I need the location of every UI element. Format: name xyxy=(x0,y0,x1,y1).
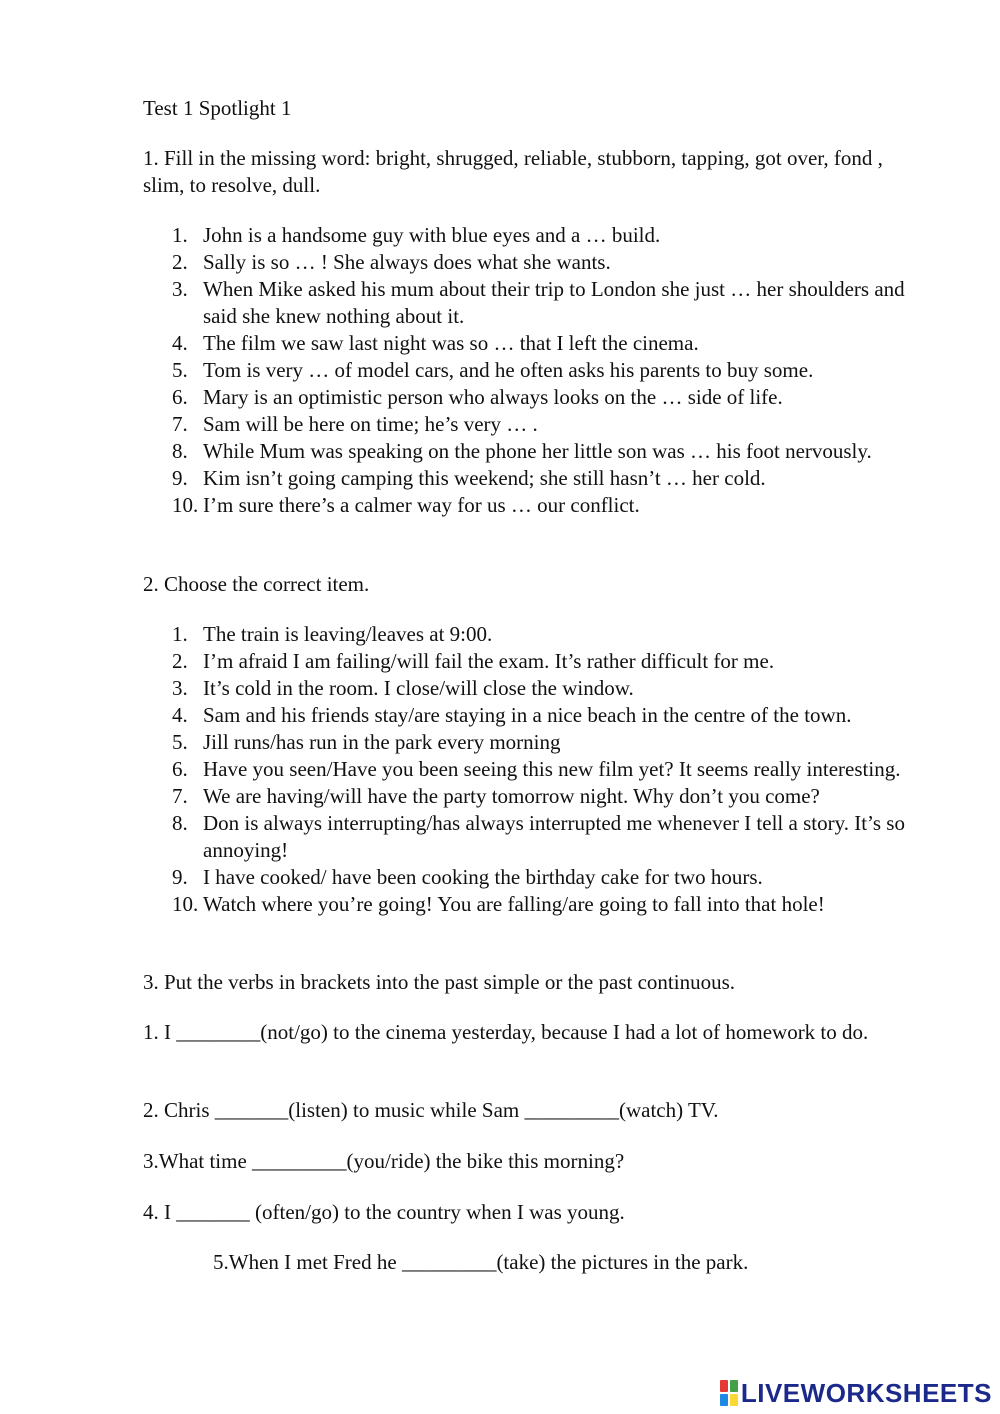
list-item: 6. Have you seen/Have you been seeing this new film yet? It seems really interesting. xyxy=(172,757,901,781)
logo-block xyxy=(730,1380,738,1392)
section-3-heading: 3. Put the verbs in brackets into the past simple or the past continuous. xyxy=(143,970,735,994)
logo-block xyxy=(720,1380,728,1392)
list-item: 8. While Mum was speaking on the phone her little son was … his foot nervously. xyxy=(172,439,872,463)
list-item: 9. Kim isn’t going camping this weekend; she still hasn’t … her cold. xyxy=(172,466,766,490)
logo-block xyxy=(720,1394,728,1406)
logo-block xyxy=(730,1394,738,1406)
section-1-list xyxy=(172,222,942,519)
list-item: 5. Tom is very … of model cars, and he often asks his parents to buy some. xyxy=(172,358,814,382)
list-item: 3. When Mike asked his mum about their trip to London she just … her shoulders and said she knew nothing about it. xyxy=(172,277,905,328)
liveworksheets-logo-icon xyxy=(720,1380,738,1406)
list-item: 2. I’m afraid I am failing/will fail the exam. It’s rather difficult for me. xyxy=(172,649,775,673)
exercise-3-item-3: 3.What time _________(you/ride) the bike this morning? xyxy=(143,1149,625,1173)
list-item: 6. Mary is an optimistic person who always looks on the … side of life. xyxy=(172,385,783,409)
worksheet-title: Test 1 Spotlight 1 xyxy=(143,96,292,120)
exercise-3-item-4: 4. I _______ (often/go) to the country when I was young. xyxy=(143,1200,625,1224)
exercise-3-item-1: 1. I ________(not/go) to the cinema yesterday, because I had a lot of homework to do. xyxy=(143,1020,869,1044)
section-2-heading: 2. Choose the correct item. xyxy=(143,572,370,596)
list-item: 9. I have cooked/ have been cooking the birthday cake for two hours. xyxy=(172,865,763,889)
list-item: 7. We are having/will have the party tomorrow night. Why don’t you come? xyxy=(172,784,820,808)
list-item: 8. Don is always interrupting/has always interrupted me whenever I tell a story. It’s so annoying! xyxy=(172,811,905,862)
watermark-text: LIVEWORKSHEETS xyxy=(740,1377,992,1408)
liveworksheets-watermark xyxy=(720,1378,992,1408)
list-item: 10. Watch where you’re going! You are falling/are going to fall into that hole! xyxy=(172,892,825,916)
list-item: 2. Sally is so … ! She always does what she wants. xyxy=(172,250,611,274)
list-item: 1. John is a handsome guy with blue eyes and a … build. xyxy=(172,223,661,247)
section-1-heading: 1. Fill in the missing word: bright, shrugged, reliable, stubborn, tapping, got over, fond , slim, to resolve, dull. xyxy=(143,146,883,197)
list-item: 4. Sam and his friends stay/are staying in a nice beach in the centre of the town. xyxy=(172,703,852,727)
list-item: 3. It’s cold in the room. I close/will close the window. xyxy=(172,676,634,700)
section-2-list xyxy=(172,621,942,918)
exercise-3-item-5: 5.When I met Fred he _________(take) the pictures in the park. xyxy=(213,1250,749,1274)
exercise-3-item-2: 2. Chris _______(listen) to music while Sam _________(watch) TV. xyxy=(143,1098,719,1122)
list-item: 5. Jill runs/has run in the park every morning xyxy=(172,730,561,754)
list-item: 4. The film we saw last night was so … that I left the cinema. xyxy=(172,331,699,355)
list-item: 7. Sam will be here on time; he’s very … . xyxy=(172,412,538,436)
list-item: 1. The train is leaving/leaves at 9:00. xyxy=(172,622,493,646)
list-item: 10. I’m sure there’s a calmer way for us … our conflict. xyxy=(172,493,640,517)
